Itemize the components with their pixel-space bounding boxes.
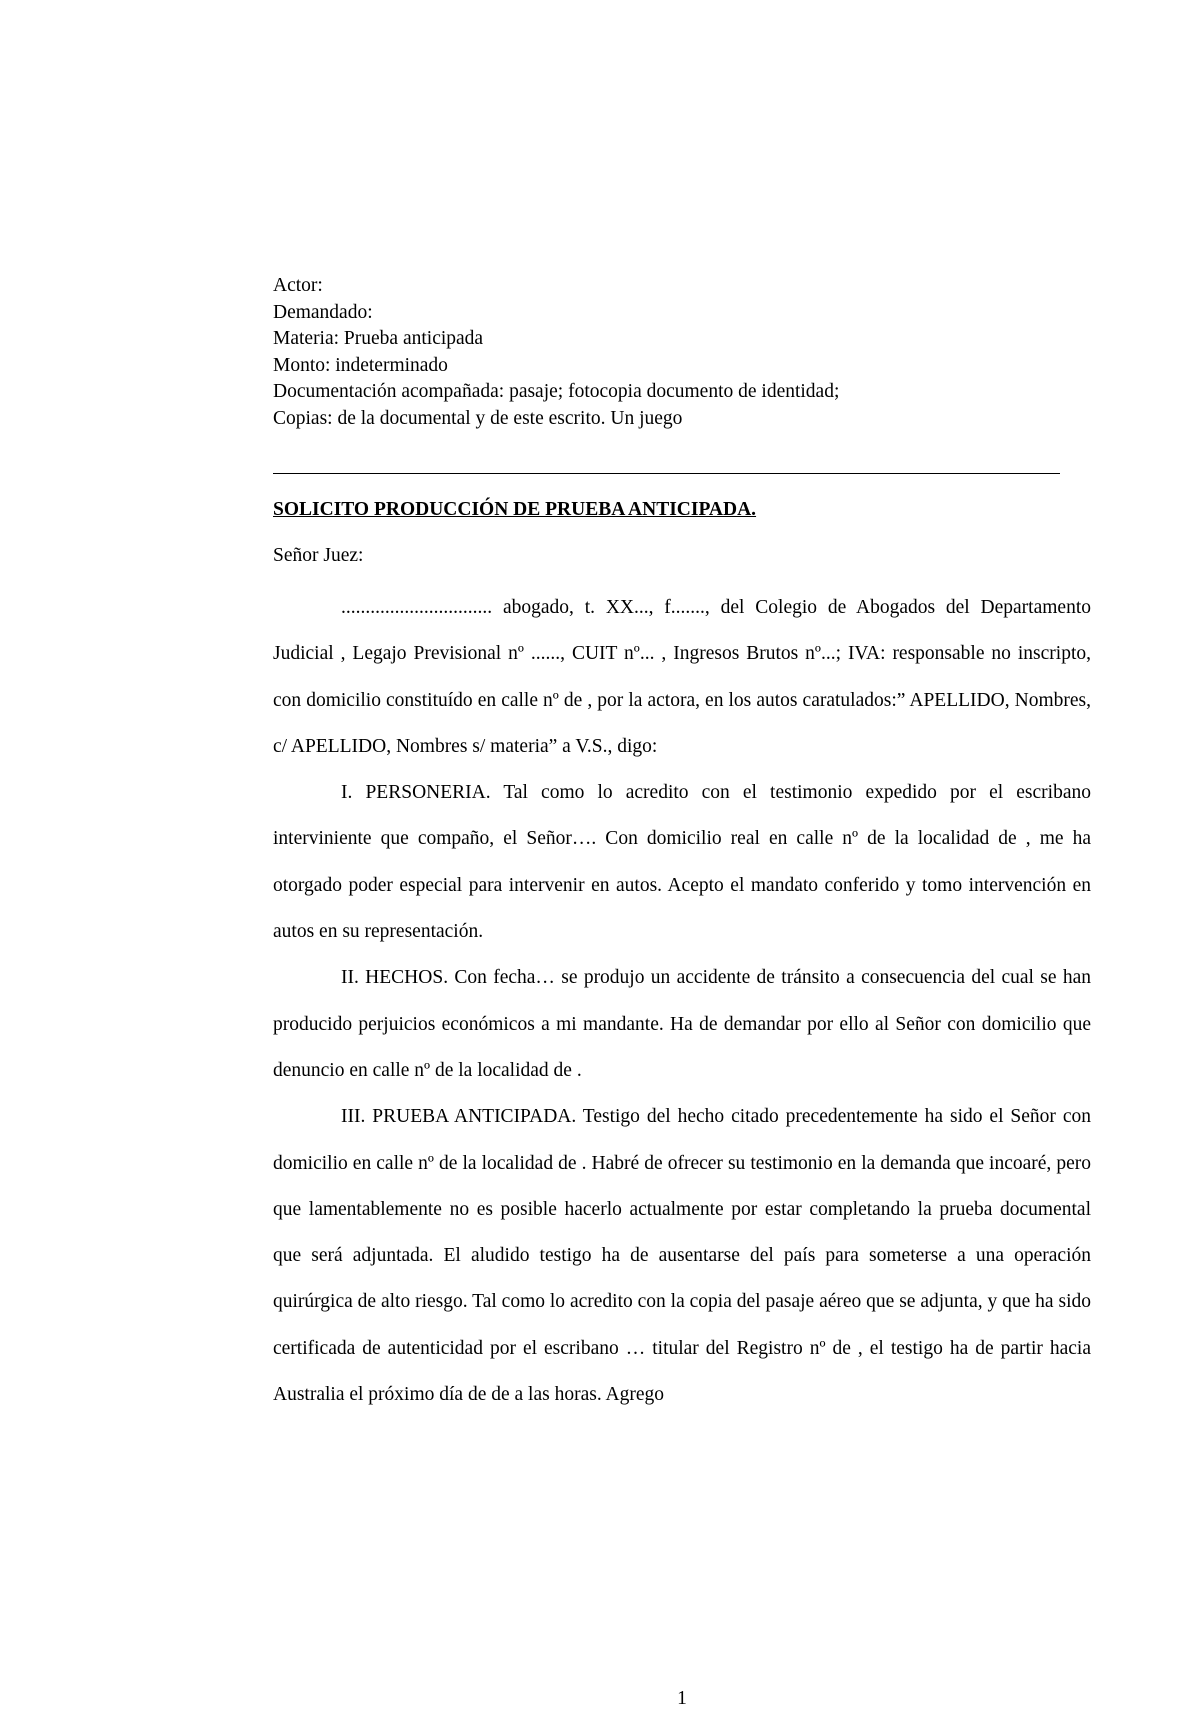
paragraph-hechos: II. HECHOS. Con fecha… se produjo un accidente de tránsito a consecuencia del cual se han producido perjuicios económicos a mi mandante. Ha de demandar por ello al Señor con domicilio que denuncio en calle nº de la localidad de .	[273, 967, 1091, 1081]
header-actor: Actor:	[273, 275, 323, 296]
header-materia: Materia: Prueba anticipada	[273, 328, 484, 349]
paragraph-prueba-anticipada: III. PRUEBA ANTICIPADA. Testigo del hecho citado precedentemente ha sido el Señor con domicilio en calle nº de la localidad de . Habré de ofrecer su testimonio en la demanda que incoaré, pero que lamentablemente no es posible hacerlo actualmente por estar completando la prueba documental que será adjuntada. El aludido testigo ha de ausentarse del país para someterse a una operación quirúrgica de alto riesgo. Tal como lo acredito con la copia del pasaje aéreo que se adjunta, y que ha sido certificada de autenticidad por el escribano … titular del Registro nº de , el testigo ha de partir hacia Australia el próximo día de de a las horas. Agrego	[273, 1106, 1091, 1406]
paragraph-introduction: ............................... abogado, t. XX..., f......., del Colegio de Abogados del Departamento Judicial , Legajo Previsional nº ......, CUIT nº... , Ingresos Brutos nº...; IVA: responsable no inscripto, con domicilio constituído en calle nº de , por la actora, en los autos caratulados:” APELLIDO, Nombres, c/ APELLIDO, Nombres s/ materia” a V.S., digo:	[273, 597, 1091, 757]
paragraph-personeria: I. PERSONERIA. Tal como lo acredito con el testimonio expedido por el escribano interviniente que compaño, el Señor…. Con domicilio real en calle nº de la localidad de , me ha otorgado poder especial para intervenir en autos. Acepto el mandato conferido y tomo intervención en autos en su representación.	[273, 782, 1091, 943]
header-demandado: Demandado:	[273, 301, 373, 323]
header-copias: Copias: de la documental y de este escrito. Un juego	[273, 407, 683, 429]
document-title: SOLICITO PRODUCCIÓN DE PRUEBA ANTICIPADA.	[273, 499, 757, 520]
document-body	[273, 585, 1091, 1418]
case-header	[273, 273, 1063, 432]
salutation: Señor Juez:	[273, 545, 364, 566]
page-number: 1	[677, 1688, 687, 1709]
header-monto: Monto: indeterminado	[273, 354, 448, 376]
header-documentacion: Documentación acompañada: pasaje; fotocopia documento de identidad;	[273, 381, 840, 402]
header-divider	[273, 473, 1060, 474]
